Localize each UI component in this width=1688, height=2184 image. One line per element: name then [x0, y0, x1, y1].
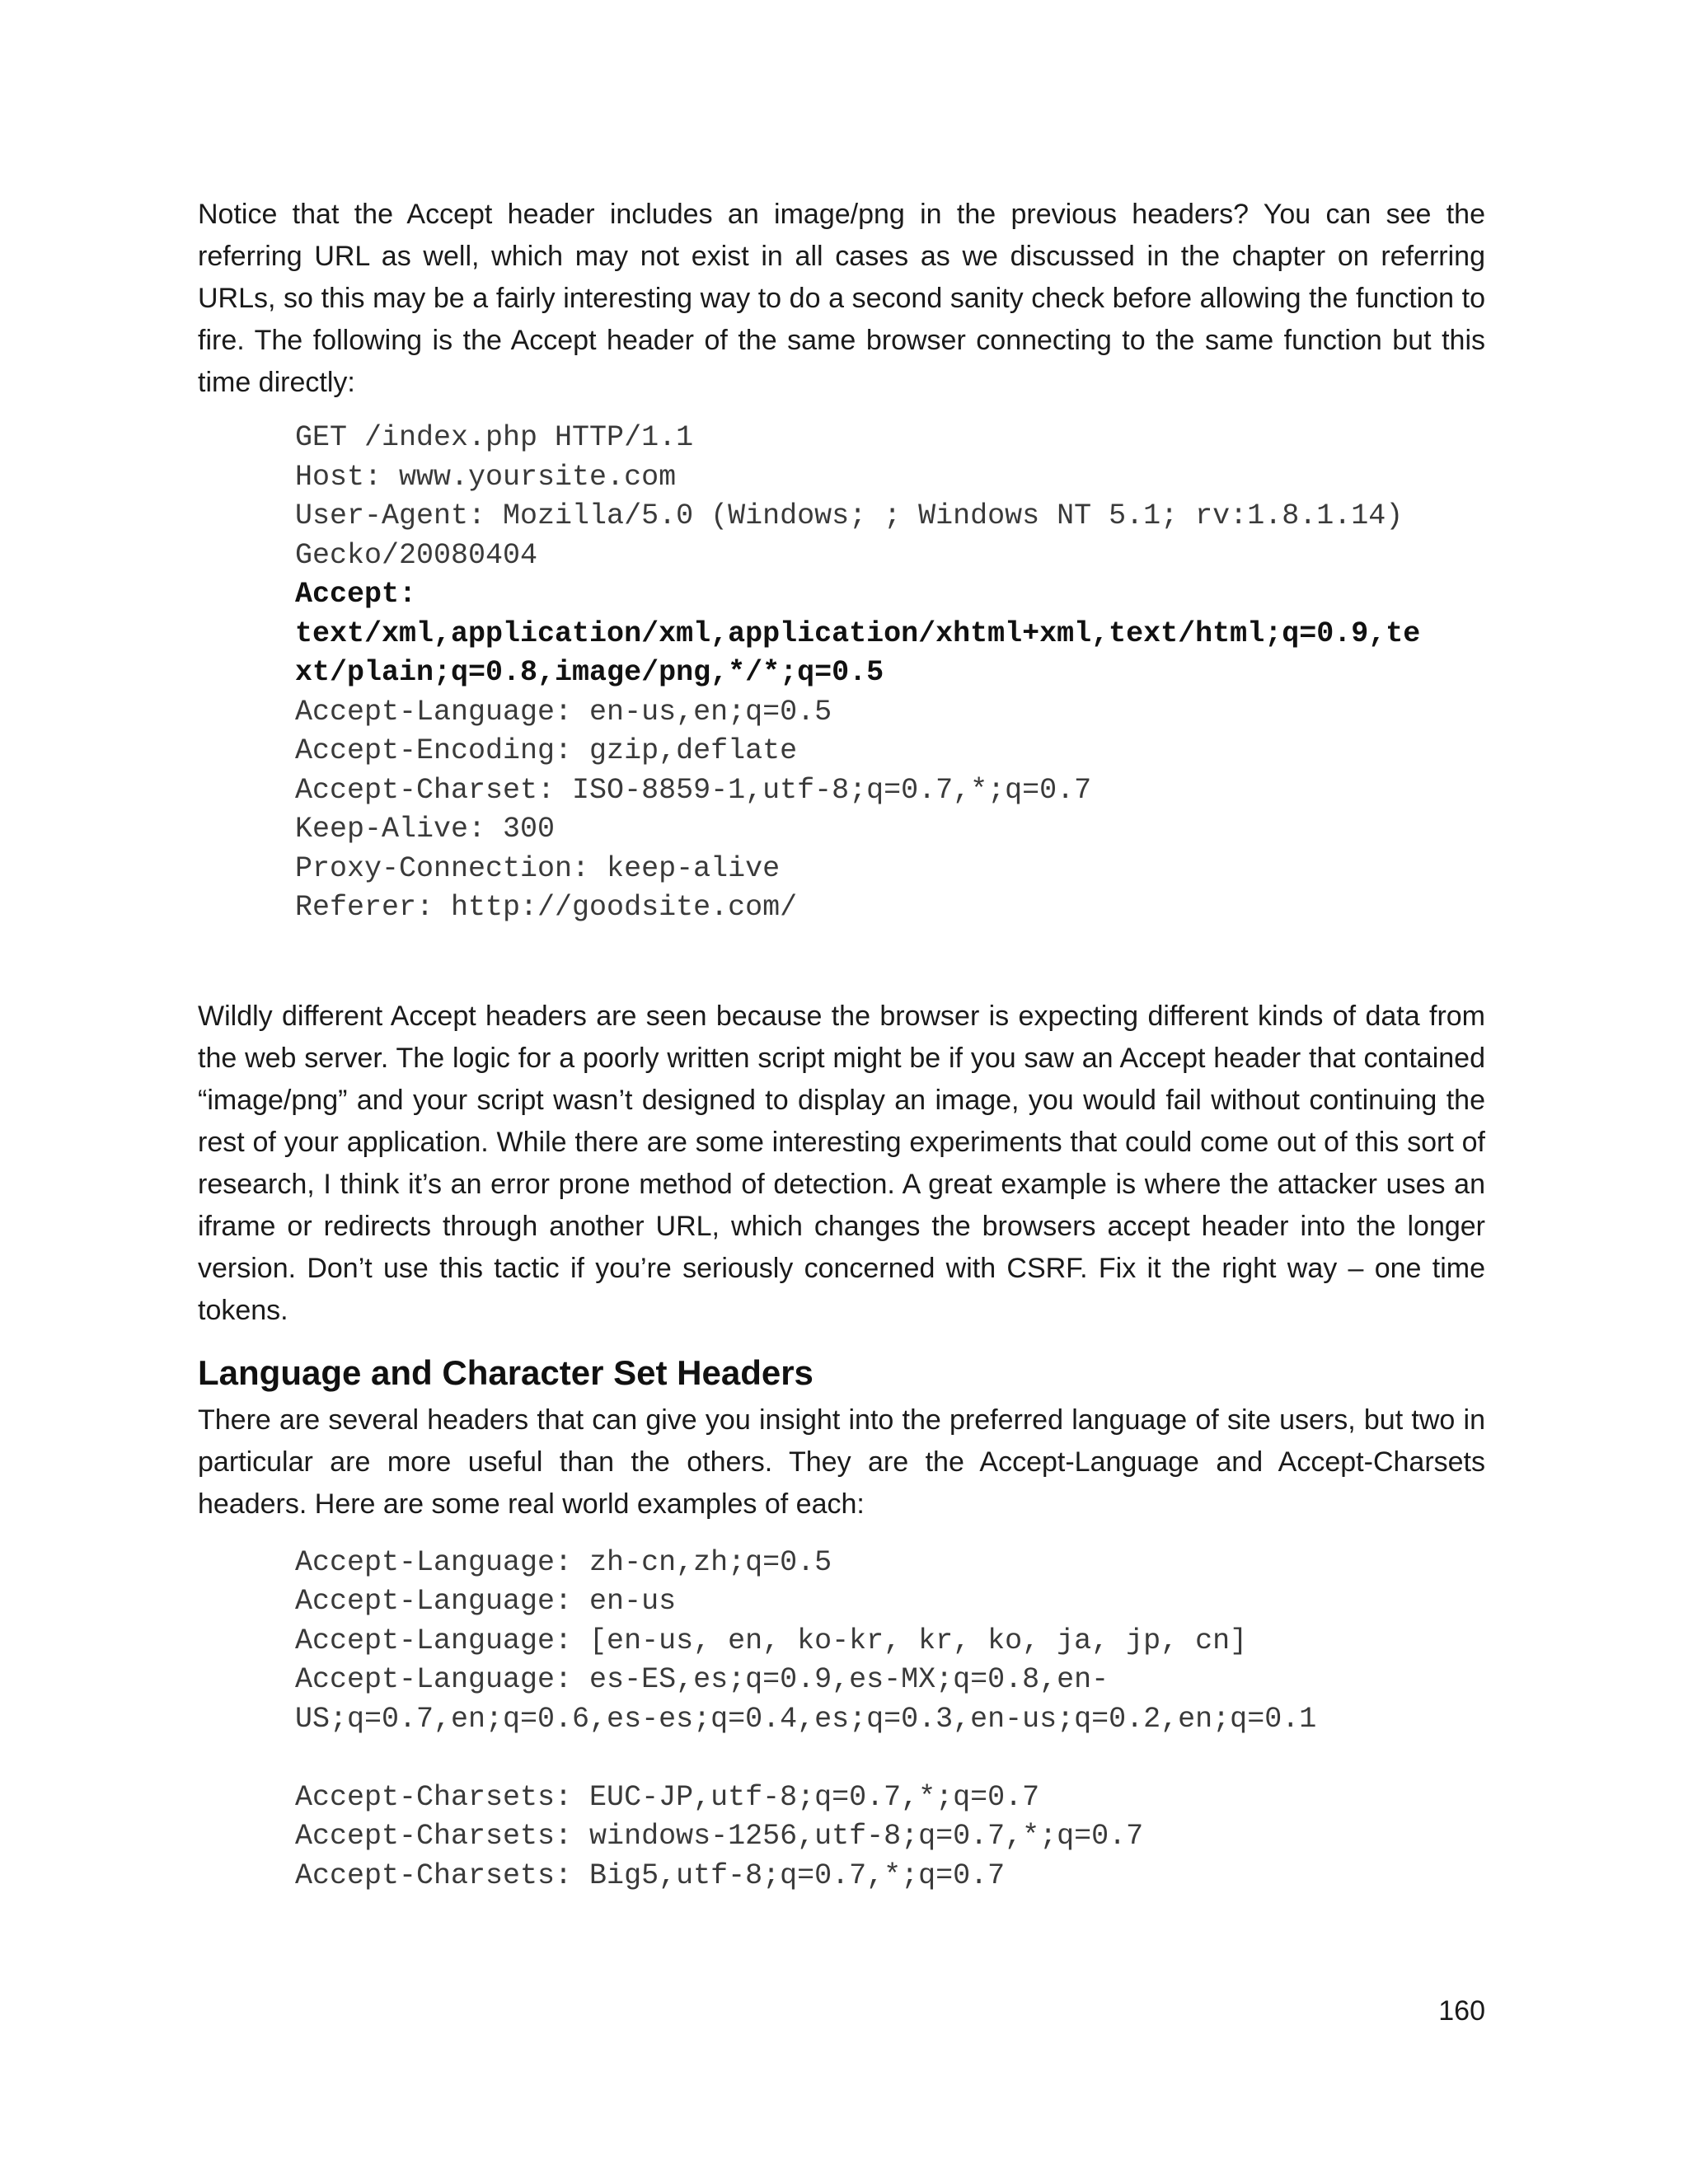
code-line: Proxy-Connection: keep-alive: [295, 851, 781, 885]
section-heading: Language and Character Set Headers: [198, 1352, 814, 1392]
code-line: Accept-Charsets: windows-1256,utf-8;q=0.7,*;q=0.7: [295, 1820, 1144, 1853]
code-line-accept-highlight: Accept:: [295, 578, 417, 611]
paragraph-accept-header-discussion: Wildly different Accept headers are seen because the browser is expecting different kinds of data from the web server. The logic for a poorly written script might be if you saw an Accept header that contained “image/png” and your script wasn’t designed to display an image, you would fail without continuing the rest of your application. While there are some interesting experiments that could come out of this sort of research, I think it’s an error prone method of detection. A great example is where the attacker uses an iframe or redirects through another URL, which changes the browsers accept header into the longer version. Don’t use this tactic if you’re seriously concerned with CSRF. Fix it the right way – one time tokens.: [198, 1000, 1485, 1326]
code-line: Accept-Language: [en-us, en, ko-kr, kr, ko, ja, jp, cn]: [295, 1624, 1248, 1657]
code-line: Accept-Language: en-us: [295, 1585, 677, 1618]
code-line: User-Agent: Mozilla/5.0 (Windows; ; Windows NT 5.1; rv:1.8.1.14): [295, 499, 1404, 532]
code-line-accept-highlight: xt/plain;q=0.8,image/png,*/*;q=0.5: [295, 656, 884, 689]
code-line: Referer: http://goodsite.com/: [295, 891, 798, 924]
page-content: [198, 194, 1485, 1896]
code-line-accept-highlight: text/xml,application/xml,application/xhtml+xml,text/html;q=0.9,te: [295, 616, 1421, 650]
code-line: Accept-Charsets: EUC-JP,utf-8;q=0.7,*;q=0.7: [295, 1780, 1040, 1814]
code-line: Accept-Language: zh-cn,zh;q=0.5: [295, 1545, 832, 1579]
code-line-blank: [295, 1739, 1485, 1779]
code-line: Accept-Charsets: Big5,utf-8;q=0.7,*;q=0.7: [295, 1858, 1006, 1892]
paragraph-language-headers-intro: There are several headers that can give you insight into the preferred language of site users, but two in particular are more useful than the others. They are the Accept-Language and Accept-Charsets headers. Here are some real world examples of each:: [198, 1404, 1485, 1520]
code-block-language-charset-examples: [295, 1544, 1485, 1896]
code-line: Accept-Language: en-us,en;q=0.5: [295, 695, 832, 729]
code-line: Accept-Language: es-ES,es;q=0.9,es-MX;q=0.8,en-: [295, 1663, 1109, 1696]
code-block-direct-request: [295, 419, 1485, 928]
code-line: US;q=0.7,en;q=0.6,es-es;q=0.4,es;q=0.3,en-us;q=0.2,en;q=0.1: [295, 1702, 1317, 1736]
code-line: GET /index.php HTTP/1.1: [295, 421, 694, 454]
code-line: Accept-Charset: ISO-8859-1,utf-8;q=0.7,*;q=0.7: [295, 773, 1092, 807]
code-line: Accept-Encoding: gzip,deflate: [295, 734, 798, 767]
page-number: 160: [1438, 1995, 1485, 2027]
code-line: Host: www.yoursite.com: [295, 460, 677, 494]
code-line: Gecko/20080404: [295, 538, 538, 572]
code-line: Keep-Alive: 300: [295, 813, 556, 846]
paragraph-accept-header-intro: Notice that the Accept header includes an image/png in the previous headers? You can see the referring URL as well, which may not exist in all cases as we discussed in the chapter on referring URLs, so this may be a fairly interesting way to do a second sanity check before allowing the function to fire. The following is the Accept header of the same browser connecting to the same function but this time directly:: [198, 199, 1485, 398]
